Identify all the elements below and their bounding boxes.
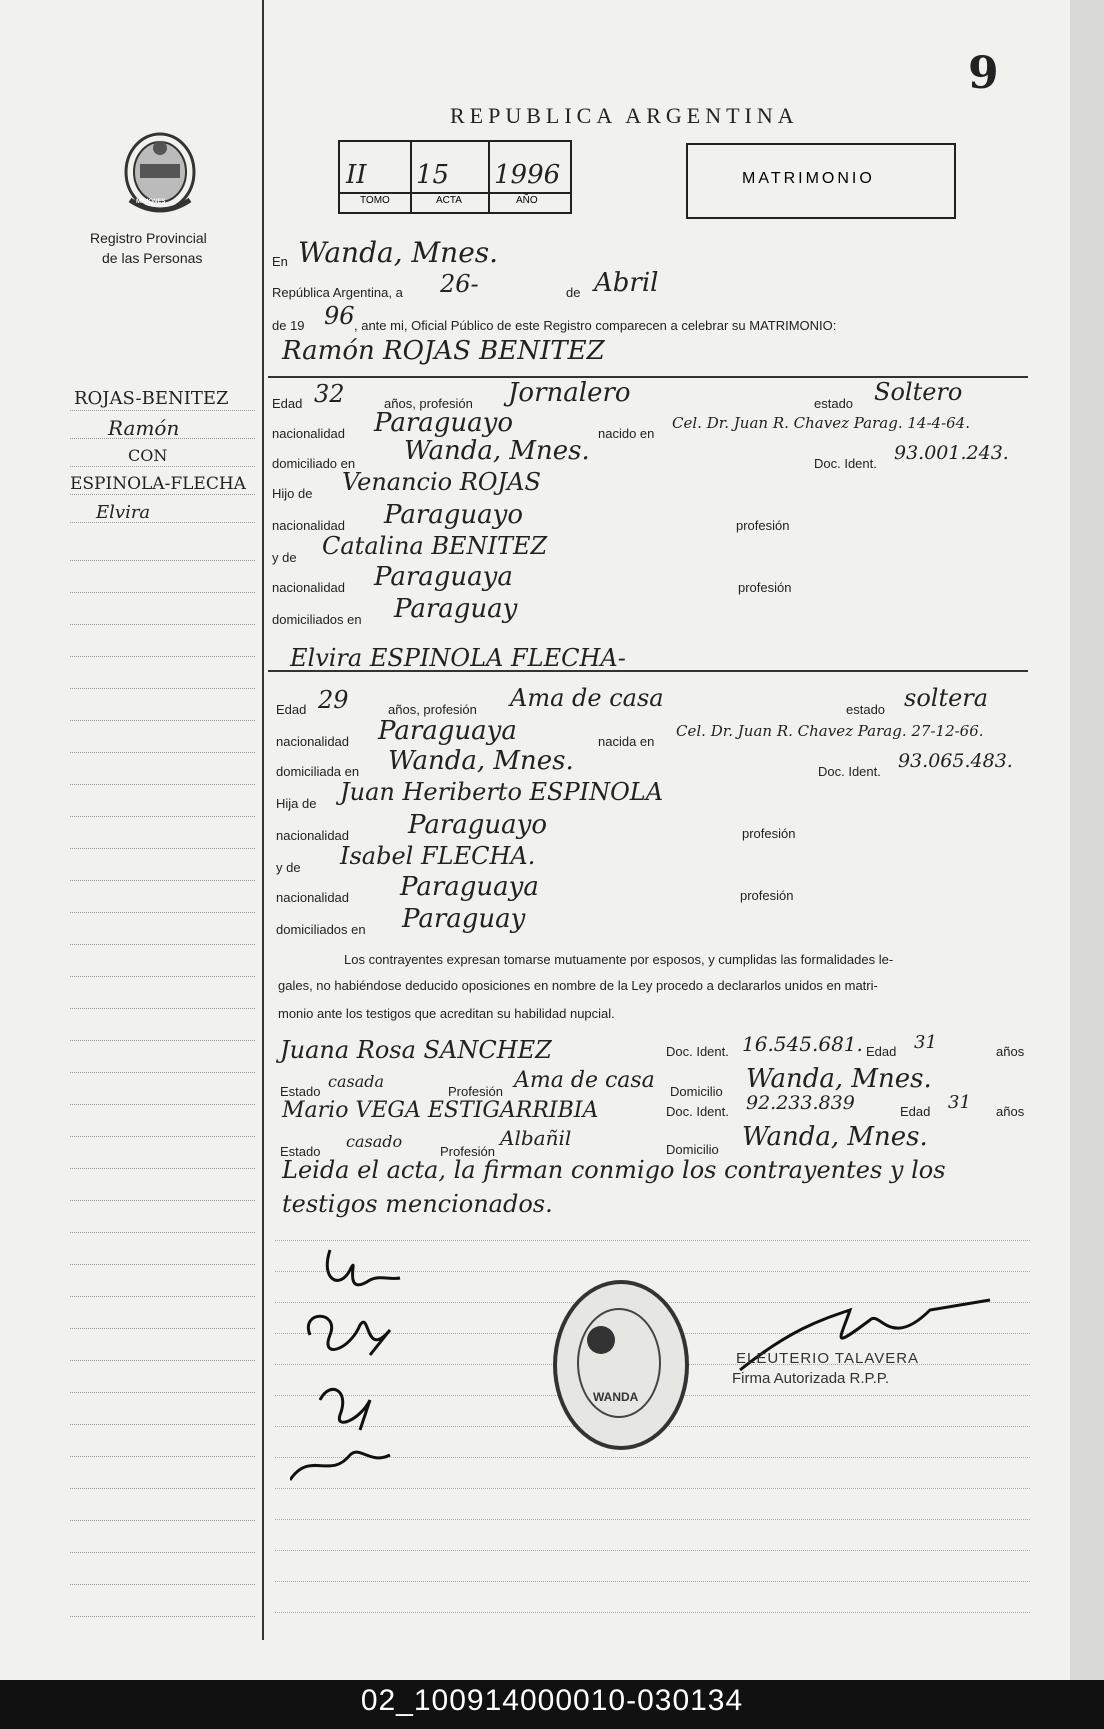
sidebar-ruled-line <box>70 1584 255 1585</box>
sidebar-ruled-line <box>70 1328 255 1329</box>
marriage-day: 26- <box>440 270 479 298</box>
officer-name: ELEUTERIO TALAVERA <box>736 1350 920 1367</box>
sidebar-ruled-line <box>70 848 255 849</box>
sidebar-ruled-line <box>70 720 255 721</box>
page-number: 9 <box>968 48 999 99</box>
sidebar-ruled-line <box>70 1424 255 1425</box>
official-seal: WANDA <box>553 1280 689 1450</box>
witness2-estado-label: Estado <box>280 1144 321 1159</box>
groom-profession: Jornalero <box>508 378 631 408</box>
groom-parents-dom-label: domiciliados en <box>272 612 362 627</box>
groom-mother-nat-label: nacionalidad <box>272 580 346 595</box>
witness1-age: 31 <box>914 1032 937 1053</box>
sidebar-ruled-line <box>70 1392 255 1393</box>
witness2-domicile: Wanda, Mnes. <box>742 1122 928 1152</box>
officer-title: Firma Autorizada R.P.P. <box>732 1370 890 1387</box>
groom-father-prof-label: profesión <box>736 518 790 533</box>
bride-mother-prof-label: profesión <box>740 888 794 903</box>
sidebar-ruled-line <box>70 592 255 593</box>
sidebar-ruled-line <box>70 1264 255 1265</box>
witness1-doc: 16.545.681. <box>742 1032 863 1056</box>
page-edge <box>1070 0 1104 1680</box>
groom-full-name: Ramón ROJAS BENITEZ <box>282 336 605 366</box>
bride-doc-label: Doc. Ident. <box>818 764 881 779</box>
bride-mother: Isabel FLECHA. <box>340 842 536 870</box>
bride-doc: 93.065.483. <box>898 750 1013 772</box>
declaration-line3: monio ante los testigos que acreditan su habilidad nupcial. <box>278 1006 615 1021</box>
bride-parents-dom-label: domiciliados en <box>276 922 366 937</box>
witness1-domicile-label: Domicilio <box>670 1084 723 1099</box>
sidebar-ruled-line <box>70 784 255 785</box>
groom-mother: Catalina BENITEZ <box>322 532 548 560</box>
sidebar-ruled-line <box>70 752 255 753</box>
bride-age-label: Edad <box>276 702 307 717</box>
ano-label: AÑO <box>516 195 538 206</box>
sidebar-ruled-line <box>70 1168 255 1169</box>
closing-line2: testigos mencionados. <box>282 1190 553 1218</box>
republic-label: República Argentina, a <box>272 285 403 300</box>
sidebar-ruled-line <box>70 1360 255 1361</box>
institution-line1: Registro Provincial <box>90 230 207 246</box>
bride-parent2-label: y de <box>276 860 301 875</box>
bride-profession-label: años, profesión <box>388 702 477 717</box>
sidebar-ruled-line <box>70 976 255 977</box>
groom-age-label: Edad <box>272 396 303 411</box>
sidebar-ruled-line <box>70 1296 255 1297</box>
page-ruled-line <box>275 1612 1030 1613</box>
witness1-age-label: Edad <box>866 1044 897 1059</box>
witness2-name: Mario VEGA ESTIGARRIBIA <box>282 1098 599 1123</box>
sidebar-ruled-line <box>70 912 255 913</box>
bride-domicile: Wanda, Mnes. <box>388 746 574 776</box>
ano-value: 1996 <box>494 160 561 190</box>
bride-father-prof-label: profesión <box>742 826 796 841</box>
year-prefix: de 19 <box>272 318 305 333</box>
bride-parents-dom: Paraguay <box>402 904 526 934</box>
groom-born-label: nacido en <box>598 426 655 441</box>
witness1-domicile: Wanda, Mnes. <box>746 1064 932 1094</box>
acta-value: 15 <box>416 160 450 190</box>
groom-father: Venancio ROJAS <box>342 468 541 496</box>
sidebar-ruled-line <box>70 1552 255 1553</box>
bride-estado-label: estado <box>846 702 886 717</box>
groom-doc-label: Doc. Ident. <box>814 456 877 471</box>
declaration-line1: Los contrayentes expresan tomarse mutuamente por esposos, y cumplidas las formalidades le- <box>344 952 894 967</box>
intro-text: , ante mi, Oficial Público de este Registro comparecen a celebrar su MATRIMONIO: <box>354 318 837 333</box>
bride-full-name: Elvira ESPINOLA FLECHA- <box>290 644 626 672</box>
groom-domicile: Wanda, Mnes. <box>404 436 590 466</box>
sidebar-ruled-line <box>70 1040 255 1041</box>
bride-birth: Cel. Dr. Juan R. Chavez Parag. 27-12-66. <box>676 722 984 740</box>
sidebar-ruled-line <box>70 880 255 881</box>
page-ruled-line <box>275 1550 1030 1551</box>
sidebar-ruled-line <box>70 1616 255 1617</box>
witness2-profession: Albañil <box>500 1126 572 1150</box>
bride-parent1-label: Hija de <box>276 796 317 811</box>
witness1-estado-label: Estado <box>280 1084 321 1099</box>
acta-label: ACTA <box>436 195 462 206</box>
sidebar-ruled-line <box>70 1008 255 1009</box>
sidebar-ruled-line <box>70 944 255 945</box>
groom-mother-nat: Paraguaya <box>374 562 513 592</box>
signature-witness2 <box>290 1452 390 1480</box>
sidebar-name-3: CON <box>128 446 168 465</box>
marriage-month: Abril <box>594 268 659 298</box>
page-ruled-line <box>275 1581 1030 1582</box>
witness1-anos-label: años <box>996 1044 1025 1059</box>
bride-father: Juan Heriberto ESPINOLA <box>340 778 664 806</box>
groom-parent2-label: y de <box>272 550 297 565</box>
sidebar-ruled-line <box>70 560 255 561</box>
institution-line2: de las Personas <box>102 250 203 266</box>
sidebar-ruled-line <box>70 688 255 689</box>
sidebar-ruled-line <box>70 1232 255 1233</box>
witness1-name: Juana Rosa SANCHEZ <box>280 1036 552 1064</box>
closing-line1: Leida el acta, la firman conmigo los contrayentes y los <box>282 1156 946 1184</box>
tomo-value: II <box>346 160 367 190</box>
groom-father-nat-label: nacionalidad <box>272 518 346 533</box>
bride-domicile-label: domiciliada en <box>276 764 360 779</box>
en-label: En <box>272 254 288 269</box>
file-id: 02_100914000010-030134 <box>360 1684 744 1717</box>
groom-domicile-label: domiciliado en <box>272 456 356 471</box>
declaration-line2: gales, no habiéndose deducido oposiciones en nombre de la Ley procedo a declararlos unidos en matri- <box>278 978 878 993</box>
bride-born-label: nacida en <box>598 734 655 749</box>
sidebar-ruled-line <box>70 1104 255 1105</box>
witness2-doc-label: Doc. Ident. <box>666 1104 729 1119</box>
marriage-place: Wanda, Mnes. <box>298 236 499 269</box>
bride-estado: soltera <box>904 684 989 712</box>
sidebar-ruled-line <box>70 816 255 817</box>
bride-nationality-label: nacionalidad <box>276 734 350 749</box>
witness2-age: 31 <box>948 1092 971 1113</box>
groom-estado-label: estado <box>814 396 854 411</box>
witness2-age-label: Edad <box>900 1104 931 1119</box>
groom-parent1-label: Hijo de <box>272 486 313 501</box>
sidebar-ruled-line <box>70 1200 255 1201</box>
witness1-doc-label: Doc. Ident. <box>666 1044 729 1059</box>
groom-profession-label: años, profesión <box>384 396 473 411</box>
bride-mother-nat: Paraguaya <box>400 872 539 902</box>
signature-witness1 <box>320 1389 370 1430</box>
witness2-estado: casado <box>346 1132 403 1151</box>
record-type: MATRIMONIO <box>742 170 875 187</box>
sidebar-ruled-line <box>70 656 255 657</box>
bride-mother-nat-label: nacionalidad <box>276 890 350 905</box>
sidebar-ruled-line <box>70 1072 255 1073</box>
year-suffix: 96 <box>324 302 355 330</box>
sidebar-name-5: Elvira <box>96 502 151 523</box>
groom-birth: Cel. Dr. Juan R. Chavez Parag. 14-4-64. <box>672 414 970 432</box>
sidebar-ruled-line <box>70 1488 255 1489</box>
country-title: REPUBLICA ARGENTINA <box>450 103 799 128</box>
witness2-anos-label: años <box>996 1104 1025 1119</box>
groom-father-nat: Paraguayo <box>384 500 523 530</box>
page-ruled-line <box>275 1519 1030 1520</box>
groom-parents-dom: Paraguay <box>394 594 518 624</box>
signature-groom <box>327 1250 400 1285</box>
witness1-profession: Ama de casa <box>514 1068 655 1093</box>
de-label: de <box>566 285 581 300</box>
signature-bride <box>308 1316 390 1355</box>
bride-nationality: Paraguaya <box>378 716 517 746</box>
sidebar-name-1: ROJAS-BENITEZ <box>74 388 229 409</box>
signatures-group <box>290 1240 430 1490</box>
witness1-profession-label: Profesión <box>448 1084 503 1099</box>
bride-father-nat: Paraguayo <box>408 810 547 840</box>
sidebar-ruled-line <box>70 1520 255 1521</box>
sidebar-ruled-line <box>70 624 255 625</box>
groom-estado: Soltero <box>874 378 963 406</box>
margin-divider <box>262 0 264 1640</box>
bride-profession: Ama de casa <box>510 684 664 712</box>
witness2-profession-label: Profesión <box>440 1144 495 1159</box>
bride-father-nat-label: nacionalidad <box>276 828 350 843</box>
crest-label: MISIONES <box>136 199 166 205</box>
sidebar-name-4: ESPINOLA-FLECHA <box>70 474 246 494</box>
groom-nationality-label: nacionalidad <box>272 426 346 441</box>
sidebar-name-2: Ramón <box>108 416 180 440</box>
witness2-domicile-label: Domicilio <box>666 1142 719 1157</box>
groom-nationality: Paraguayo <box>374 408 513 438</box>
bride-age: 29 <box>318 686 349 714</box>
groom-doc: 93.001.243. <box>894 442 1009 464</box>
groom-age: 32 <box>314 380 345 408</box>
groom-mother-prof-label: profesión <box>738 580 792 595</box>
sidebar-ruled-line <box>70 1456 255 1457</box>
witness1-estado: casada <box>328 1072 385 1091</box>
witness2-doc: 92.233.839 <box>746 1092 855 1114</box>
tomo-label: TOMO <box>360 195 390 206</box>
sidebar-ruled-line <box>70 1136 255 1137</box>
